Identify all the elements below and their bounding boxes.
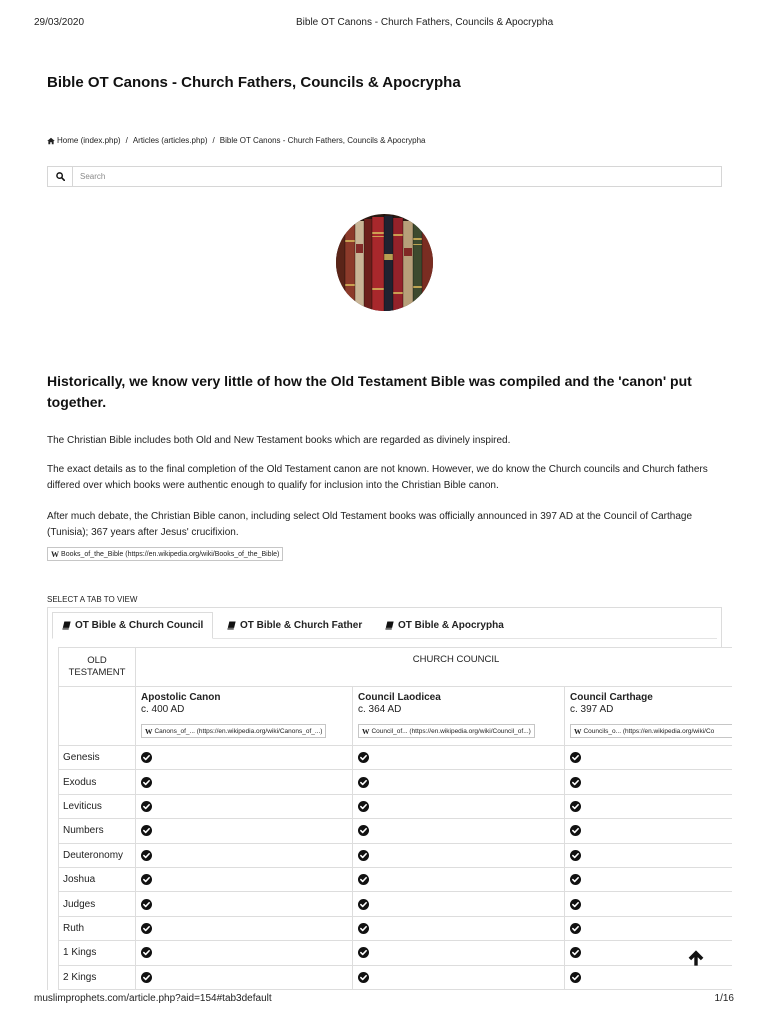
inclusion-cell xyxy=(136,892,353,916)
church-council-header: CHURCH COUNCIL xyxy=(136,648,732,687)
wikipedia-source-link[interactable] xyxy=(47,547,283,561)
check-circle-icon xyxy=(358,947,564,958)
table-header xyxy=(59,648,732,746)
table-row xyxy=(59,941,732,965)
book-name: Ruth xyxy=(59,917,136,941)
breadcrumb-current: Bible OT Canons - Church Fathers, Councils & Apocrypha xyxy=(219,136,426,145)
inclusion-cell xyxy=(353,868,565,892)
check-circle-icon xyxy=(358,825,564,836)
check-circle-icon xyxy=(141,874,352,885)
article-heading: Historically, we know very little of how the Old Testament Bible was compiled and the 'canon' put together. xyxy=(47,373,692,410)
inclusion-cell xyxy=(565,917,732,941)
breadcrumb-articles-link[interactable] xyxy=(133,136,208,146)
check-circle-icon xyxy=(570,874,732,885)
table-row xyxy=(59,770,732,794)
inclusion-cell xyxy=(136,917,353,941)
book-name: 1 Kings xyxy=(59,941,136,965)
article-paragraph: The Christian Bible includes both Old and New Testament books which are regarded as divinely inspired. xyxy=(47,435,511,446)
tab-ot-bible-church-father[interactable] xyxy=(216,612,372,639)
council-name: Council Carthage xyxy=(570,692,653,703)
check-circle-icon xyxy=(570,801,732,812)
check-circle-icon xyxy=(570,850,732,861)
council-name: Apostolic Canon xyxy=(141,692,221,703)
breadcrumb-separator: / xyxy=(125,136,128,145)
tab-label: OT Bible & Church Father xyxy=(240,620,363,631)
old-testament-header: OLD TESTAMENT xyxy=(59,648,136,687)
inclusion-cell xyxy=(565,941,732,965)
inclusion-cell xyxy=(136,966,353,990)
print-title: Bible OT Canons - Church Fathers, Councils & Apocrypha xyxy=(296,17,554,28)
inclusion-cell xyxy=(565,892,732,916)
check-circle-icon xyxy=(141,947,352,958)
wikipedia-w-icon xyxy=(145,727,152,736)
inclusion-cell xyxy=(353,844,565,868)
check-circle-icon xyxy=(141,777,352,788)
check-circle-icon xyxy=(141,752,352,763)
breadcrumb-home-link[interactable] xyxy=(47,136,121,146)
table-row xyxy=(59,892,732,916)
council-date: c. 400 AD xyxy=(141,704,185,715)
inclusion-cell xyxy=(353,966,565,990)
check-circle-icon xyxy=(570,947,732,958)
table-row xyxy=(59,917,732,941)
book-icon xyxy=(62,621,71,630)
table-row xyxy=(59,966,732,990)
tab-label: OT Bible & Apocrypha xyxy=(398,620,504,631)
print-footer-url: muslimprophets.com/article.php?aid=154#tab3default xyxy=(34,993,272,1004)
inclusion-cell xyxy=(565,770,732,794)
check-circle-icon xyxy=(141,923,352,934)
check-circle-icon xyxy=(570,972,732,983)
book-name: Leviticus xyxy=(59,795,136,819)
inclusion-cell xyxy=(353,917,565,941)
check-circle-icon xyxy=(141,801,352,812)
inclusion-cell xyxy=(565,844,732,868)
wikipedia-link-text: Council_of... (https://en.wikipedia.org/wiki/Council_of...) xyxy=(371,727,531,735)
inclusion-cell xyxy=(136,941,353,965)
wikipedia-link[interactable] xyxy=(358,724,535,738)
inclusion-cell xyxy=(136,795,353,819)
breadcrumb-home-label: Home (index.php) xyxy=(57,136,121,145)
book-name: Genesis xyxy=(59,746,136,770)
book-name: 2 Kings xyxy=(59,966,136,990)
inclusion-cell xyxy=(565,795,732,819)
check-circle-icon xyxy=(570,752,732,763)
check-circle-icon xyxy=(141,972,352,983)
council-name: Council Laodicea xyxy=(358,692,441,703)
check-circle-icon xyxy=(358,972,564,983)
inclusion-cell xyxy=(565,966,732,990)
tab-prompt: SELECT A TAB TO VIEW xyxy=(47,595,138,604)
table-row xyxy=(59,844,732,868)
wikipedia-link-text: Councils_o... (https://en.wikipedia.org/wiki/Co xyxy=(583,727,715,735)
tab-label: OT Bible & Church Council xyxy=(75,620,204,631)
article-paragraph: After much debate, the Christian Bible canon, including select Old Testament books was officially announced in 397 AD at the Council of Carthage (Tunisia); 367 years after Jesus' crucifixion. xyxy=(47,511,693,538)
table-header-row xyxy=(59,648,732,687)
table-row xyxy=(59,746,732,770)
check-circle-icon xyxy=(358,777,564,788)
wikipedia-w-icon xyxy=(574,727,581,736)
council-date: c. 364 AD xyxy=(358,704,402,715)
search-bar xyxy=(47,166,722,187)
inclusion-cell xyxy=(353,819,565,843)
inclusion-cell xyxy=(353,941,565,965)
check-circle-icon xyxy=(358,923,564,934)
book-name: Exodus xyxy=(59,770,136,794)
inclusion-cell xyxy=(136,819,353,843)
book-name: Joshua xyxy=(59,868,136,892)
print-date: 29/03/2020 xyxy=(34,17,85,28)
tab-ot-bible-church-council[interactable] xyxy=(52,612,213,639)
page-title: Bible OT Canons - Church Fathers, Councils & Apocrypha xyxy=(47,74,461,91)
tab-ot-bible-apocrypha[interactable] xyxy=(374,612,519,639)
wikipedia-source-link-text: Books_of_the_Bible (https://en.wikipedia.org/wiki/Books_of_the_Bible) xyxy=(61,550,280,558)
check-circle-icon xyxy=(141,899,352,910)
inclusion-cell xyxy=(136,844,353,868)
council-column-header xyxy=(353,687,565,746)
wikipedia-link[interactable] xyxy=(141,724,326,738)
book-name: Numbers xyxy=(59,819,136,843)
inclusion-cell xyxy=(136,746,353,770)
check-circle-icon xyxy=(570,777,732,788)
home-icon xyxy=(47,137,55,145)
book-icon xyxy=(385,621,394,630)
canon-table-container[interactable] xyxy=(58,647,732,990)
table-body xyxy=(59,746,732,990)
table-row xyxy=(59,819,732,843)
article-paragraph: The exact details as to the final completion of the Old Testament canon are not known. However, we do know the Church councils and Church fathers differed over which books were authentic enough to qualify for inclusion into the Christian Bible canon. xyxy=(47,464,708,491)
inclusion-cell xyxy=(136,868,353,892)
inclusion-cell xyxy=(565,819,732,843)
inclusion-cell xyxy=(353,795,565,819)
check-circle-icon xyxy=(358,899,564,910)
arrow-up-icon xyxy=(687,949,705,967)
breadcrumb-articles-label: Articles (articles.php) xyxy=(132,136,208,145)
check-circle-icon xyxy=(570,899,732,910)
inclusion-cell xyxy=(353,746,565,770)
council-column-header xyxy=(136,687,353,746)
search-button[interactable] xyxy=(48,167,73,186)
canon-table xyxy=(58,647,732,990)
check-circle-icon xyxy=(358,850,564,861)
book-name: Judges xyxy=(59,892,136,916)
council-date: c. 397 AD xyxy=(570,704,614,715)
inclusion-cell xyxy=(353,892,565,916)
check-circle-icon xyxy=(358,874,564,885)
wikipedia-link[interactable] xyxy=(570,724,732,738)
check-circle-icon xyxy=(570,923,732,934)
check-circle-icon xyxy=(141,850,352,861)
check-circle-icon xyxy=(141,825,352,836)
search-icon xyxy=(56,172,65,181)
wikipedia-w-icon xyxy=(51,550,59,559)
check-circle-icon xyxy=(570,825,732,836)
inclusion-cell xyxy=(353,770,565,794)
table-row xyxy=(59,868,732,892)
book-icon xyxy=(227,621,236,630)
check-circle-icon xyxy=(358,801,564,812)
wikipedia-w-icon xyxy=(362,727,369,736)
council-column-header xyxy=(565,687,732,746)
empty-header-cell xyxy=(59,687,136,746)
council-header-row xyxy=(59,687,732,746)
check-circle-icon xyxy=(358,752,564,763)
wikipedia-link-text: Canons_of_... (https://en.wikipedia.org/wiki/Canons_of_...) xyxy=(154,727,323,735)
breadcrumb-separator: / xyxy=(212,136,215,145)
article-image xyxy=(336,214,433,311)
breadcrumb xyxy=(47,136,425,146)
scroll-to-top-button[interactable] xyxy=(687,949,705,967)
inclusion-cell xyxy=(565,868,732,892)
inclusion-cell xyxy=(136,770,353,794)
table-row xyxy=(59,795,732,819)
book-name: Deuteronomy xyxy=(59,844,136,868)
search-input[interactable] xyxy=(73,167,721,186)
inclusion-cell xyxy=(565,746,732,770)
print-page-number: 1/16 xyxy=(714,993,734,1004)
